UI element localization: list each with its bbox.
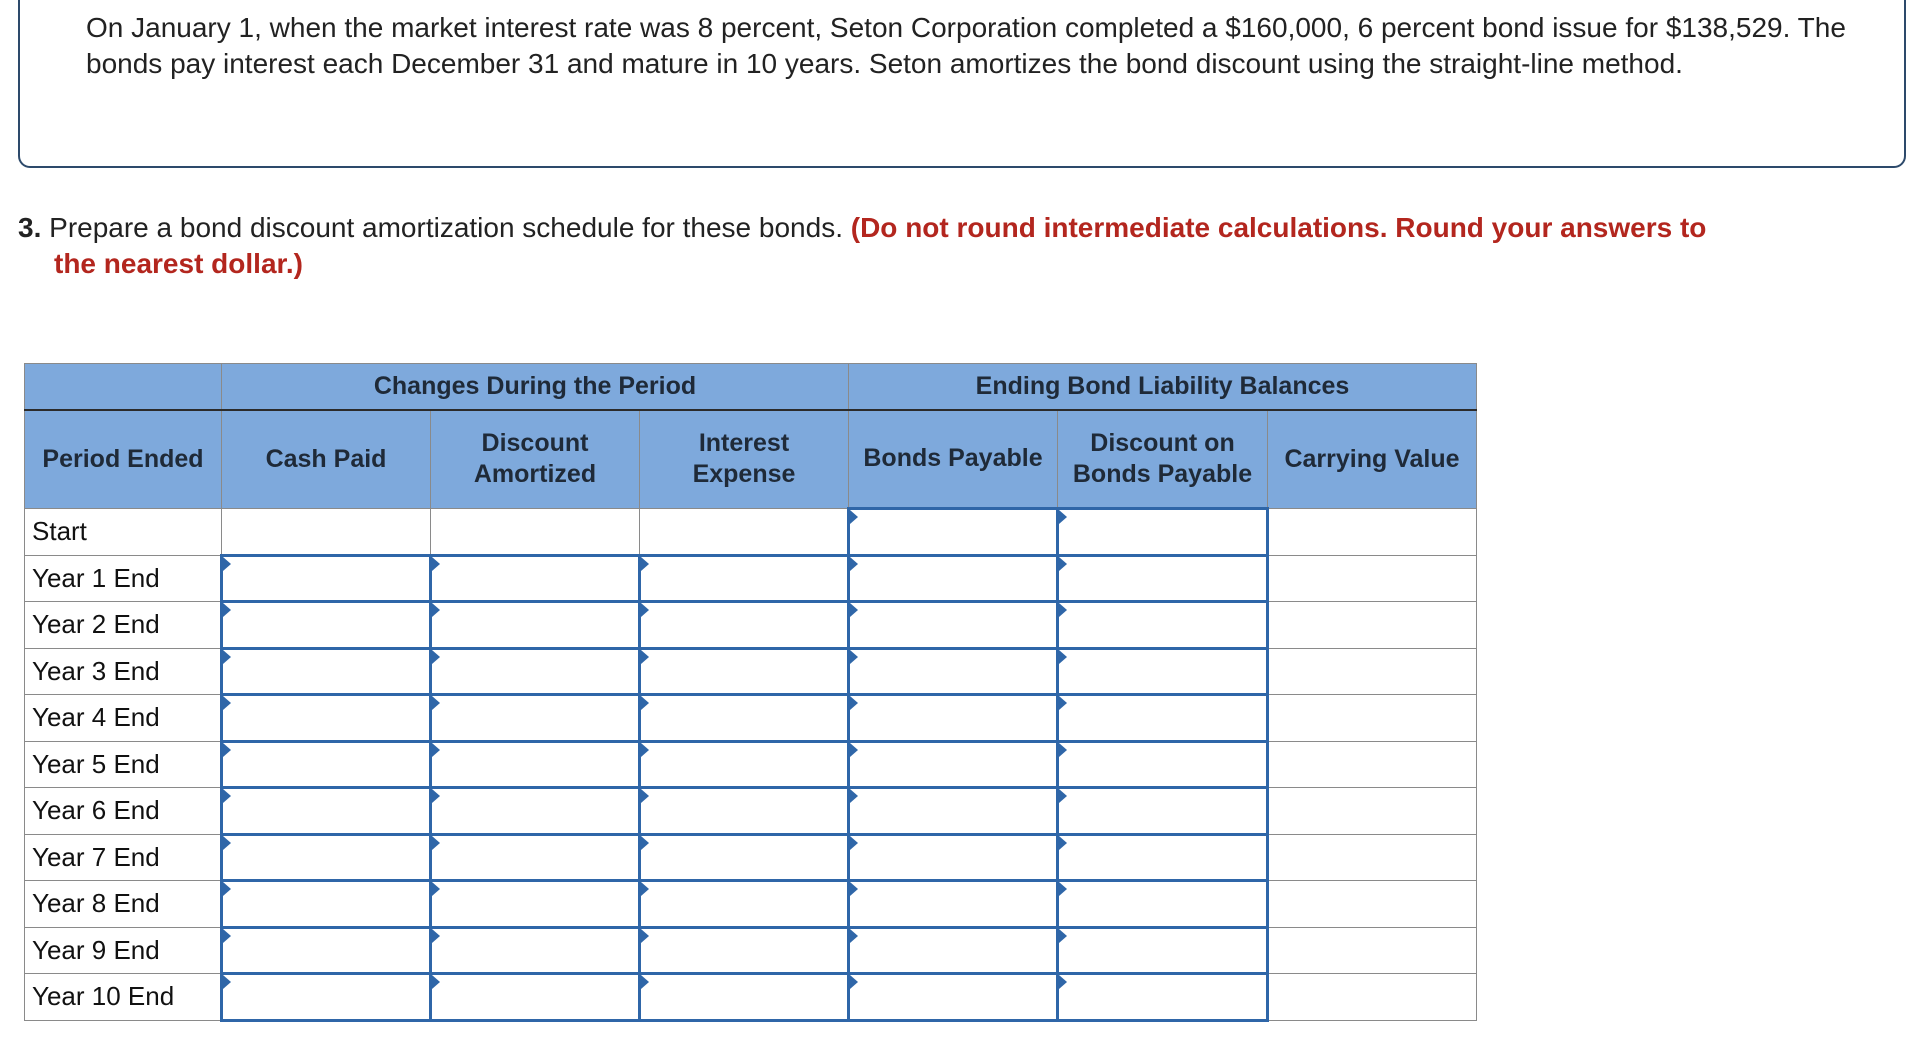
interest-expense-input[interactable] xyxy=(641,696,847,740)
discount-on-bp-input-cell[interactable] xyxy=(1058,648,1268,695)
table-row xyxy=(25,741,1477,788)
period-label: Year 2 End xyxy=(25,602,222,649)
bonds-payable-input[interactable] xyxy=(850,789,1056,833)
group-header-changes: Changes During the Period xyxy=(222,364,849,410)
discount-on-bp-input-cell[interactable] xyxy=(1058,695,1268,742)
discount-on-bp-input-cell[interactable] xyxy=(1058,555,1268,602)
interest-expense-input-cell[interactable] xyxy=(640,927,849,974)
bonds-payable-input-cell[interactable] xyxy=(849,788,1058,835)
bonds-payable-input[interactable] xyxy=(850,882,1056,926)
discount-amortized-input-cell[interactable] xyxy=(431,555,640,602)
cash-paid-input-cell[interactable] xyxy=(222,602,431,649)
discount-amortized-input[interactable] xyxy=(432,743,638,787)
interest-expense-input-cell[interactable] xyxy=(640,974,849,1021)
discount-amortized-input-cell[interactable] xyxy=(431,834,640,881)
bonds-payable-input-cell[interactable] xyxy=(849,648,1058,695)
period-label: Year 10 End xyxy=(25,974,222,1021)
cash-paid-input[interactable] xyxy=(223,696,429,740)
interest-expense-input[interactable] xyxy=(641,650,847,694)
discount-amortized-input-cell[interactable] xyxy=(431,788,640,835)
interest-expense-input[interactable] xyxy=(641,975,847,1019)
problem-statement-text: On January 1, when the market interest rate was 8 percent, Seton Corporation completed a $160,000, 6 percent bond issue for $138,529. The bonds pay interest each December 31 and mature in 10 years. Seton amortizes the bond discount using the straight-line method. xyxy=(86,12,1846,79)
column-header-discount-on-bp-line1: Discount on xyxy=(1090,428,1235,457)
interest-expense-input-cell[interactable] xyxy=(640,602,849,649)
carrying-value-cell xyxy=(1268,974,1477,1021)
discount-on-bp-input-cell[interactable] xyxy=(1058,834,1268,881)
cash-paid-input[interactable] xyxy=(223,650,429,694)
cash-paid-input-cell[interactable] xyxy=(222,695,431,742)
discount-on-bp-input[interactable] xyxy=(1059,696,1266,740)
column-header-discount-on-bonds-payable xyxy=(1058,410,1268,509)
cash-paid-input[interactable] xyxy=(223,789,429,833)
bonds-payable-input-cell[interactable] xyxy=(849,834,1058,881)
cash-paid-input-cell[interactable] xyxy=(222,834,431,881)
carrying-value-cell xyxy=(1268,741,1477,788)
discount-amortized-input-cell[interactable] xyxy=(431,741,640,788)
column-header-interest-expense-line2: Expense xyxy=(692,460,796,489)
column-header-cash-paid: Cash Paid xyxy=(222,410,431,509)
cash-paid-input[interactable] xyxy=(223,882,429,926)
group-header-empty xyxy=(25,364,222,410)
discount-on-bp-input-cell[interactable] xyxy=(1058,602,1268,649)
bonds-payable-input[interactable] xyxy=(850,696,1056,740)
interest-expense-input-cell[interactable] xyxy=(640,741,849,788)
discount-on-bp-input[interactable] xyxy=(1059,975,1266,1019)
interest-expense-input-cell[interactable] xyxy=(640,555,849,602)
cash-paid-input-cell[interactable] xyxy=(222,927,431,974)
discount-on-bp-input[interactable] xyxy=(1059,557,1266,601)
carrying-value-cell xyxy=(1268,834,1477,881)
discount-amortized-input[interactable] xyxy=(432,650,638,694)
discount-amortized-input[interactable] xyxy=(432,789,638,833)
discount-amortized-input-cell[interactable] xyxy=(431,927,640,974)
table-row xyxy=(25,974,1477,1021)
bonds-payable-input-cell[interactable] xyxy=(849,695,1058,742)
discount-on-bp-input[interactable] xyxy=(1059,882,1266,926)
question-text: Prepare a bond discount amortization schedule for these bonds. xyxy=(49,212,843,243)
cash-paid-input[interactable] xyxy=(223,929,429,973)
table-row xyxy=(25,695,1477,742)
discount-on-bp-input-cell[interactable] xyxy=(1058,881,1268,928)
interest-expense-input[interactable] xyxy=(641,882,847,926)
bonds-payable-input[interactable] xyxy=(850,650,1056,694)
discount-on-bp-input-cell[interactable] xyxy=(1058,741,1268,788)
question-instruction-2: the nearest dollar.) xyxy=(54,248,303,279)
discount-amortized-input[interactable] xyxy=(432,836,638,880)
table-row xyxy=(25,881,1477,928)
cash-paid-input-cell[interactable] xyxy=(222,648,431,695)
period-label: Year 5 End xyxy=(25,741,222,788)
discount-on-bp-input-cell[interactable] xyxy=(1058,788,1268,835)
discount-amortized-input-cell[interactable] xyxy=(431,695,640,742)
interest-expense-input[interactable] xyxy=(641,743,847,787)
schedule-body xyxy=(25,509,1477,1021)
discount-on-bp-input[interactable] xyxy=(1059,603,1266,647)
discount-amortized-input-cell[interactable] xyxy=(431,602,640,649)
cash-paid-input[interactable] xyxy=(223,603,429,647)
bonds-payable-input[interactable] xyxy=(850,929,1056,973)
discount-on-bp-input[interactable] xyxy=(1059,743,1266,787)
discount-on-bp-input[interactable] xyxy=(1059,789,1266,833)
column-header-carrying-value: Carrying Value xyxy=(1268,410,1477,509)
period-label: Year 9 End xyxy=(25,927,222,974)
table-row xyxy=(25,509,1477,556)
carrying-value-cell xyxy=(1268,881,1477,928)
bonds-payable-input-cell[interactable] xyxy=(849,741,1058,788)
discount-on-bp-input[interactable] xyxy=(1059,510,1266,554)
bonds-payable-input[interactable] xyxy=(850,975,1056,1019)
bonds-payable-input-cell[interactable] xyxy=(849,974,1058,1021)
column-header-discount-amortized-line1: Discount xyxy=(481,429,589,458)
cash-paid-input-cell[interactable] xyxy=(222,788,431,835)
period-label: Year 7 End xyxy=(25,834,222,881)
carrying-value-cell xyxy=(1268,695,1477,742)
bonds-payable-input-cell[interactable] xyxy=(849,509,1058,556)
interest-expense-input-cell[interactable] xyxy=(640,788,849,835)
cash-paid-input[interactable] xyxy=(223,743,429,787)
column-header-discount-amortized-line2: Amortized xyxy=(473,460,597,489)
cash-paid-input[interactable] xyxy=(223,557,429,601)
period-label: Year 1 End xyxy=(25,555,222,602)
discount-amortized-cell xyxy=(431,509,640,556)
period-label: Year 3 End xyxy=(25,648,222,695)
cash-paid-input-cell[interactable] xyxy=(222,741,431,788)
bonds-payable-input-cell[interactable] xyxy=(849,555,1058,602)
bonds-payable-input-cell[interactable] xyxy=(849,602,1058,649)
discount-on-bp-input[interactable] xyxy=(1059,836,1266,880)
carrying-value-cell xyxy=(1268,555,1477,602)
question-prompt xyxy=(18,210,1898,282)
cash-paid-input-cell[interactable] xyxy=(222,555,431,602)
interest-expense-input-cell[interactable] xyxy=(640,881,849,928)
discount-amortized-input[interactable] xyxy=(432,603,638,647)
question-instruction-1: (Do not round intermediate calculations. Round your answers to xyxy=(850,212,1707,243)
bonds-payable-input[interactable] xyxy=(850,510,1056,554)
table-row xyxy=(25,927,1477,974)
cash-paid-input[interactable] xyxy=(223,975,429,1019)
carrying-value-cell xyxy=(1268,602,1477,649)
discount-amortized-input[interactable] xyxy=(432,882,638,926)
table-row xyxy=(25,648,1477,695)
bonds-payable-input[interactable] xyxy=(850,557,1056,601)
discount-amortized-input[interactable] xyxy=(432,696,638,740)
column-header-period-ended: Period Ended xyxy=(25,410,222,509)
discount-on-bp-input-cell[interactable] xyxy=(1058,974,1268,1021)
interest-expense-input-cell[interactable] xyxy=(640,834,849,881)
table-row xyxy=(25,788,1477,835)
cash-paid-input-cell[interactable] xyxy=(222,974,431,1021)
discount-amortized-input-cell[interactable] xyxy=(431,974,640,1021)
bonds-payable-input[interactable] xyxy=(850,836,1056,880)
carrying-value-cell xyxy=(1268,648,1477,695)
amortization-schedule-table xyxy=(24,363,1477,1022)
group-header-ending-balances: Ending Bond Liability Balances xyxy=(849,364,1477,410)
cash-paid-input[interactable] xyxy=(223,836,429,880)
period-label: Start xyxy=(25,509,222,556)
question-number: 3. xyxy=(18,212,42,243)
period-label: Year 8 End xyxy=(25,881,222,928)
carrying-value-cell xyxy=(1268,788,1477,835)
column-header-discount-on-bp-line2: Bonds Payable xyxy=(1072,459,1253,488)
bonds-payable-input[interactable] xyxy=(850,743,1056,787)
discount-on-bp-input[interactable] xyxy=(1059,650,1266,694)
carrying-value-cell xyxy=(1268,927,1477,974)
column-header-row xyxy=(25,410,1477,509)
column-header-interest-expense-line1: Interest xyxy=(698,429,790,458)
discount-amortized-input[interactable] xyxy=(432,975,638,1019)
interest-expense-cell xyxy=(640,509,849,556)
interest-expense-input[interactable] xyxy=(641,557,847,601)
interest-expense-input[interactable] xyxy=(641,929,847,973)
interest-expense-input[interactable] xyxy=(641,603,847,647)
discount-on-bp-input-cell[interactable] xyxy=(1058,927,1268,974)
period-label: Year 4 End xyxy=(25,695,222,742)
discount-on-bp-input[interactable] xyxy=(1059,929,1266,973)
bonds-payable-input[interactable] xyxy=(850,603,1056,647)
table-row xyxy=(25,602,1477,649)
discount-amortized-input-cell[interactable] xyxy=(431,881,640,928)
bonds-payable-input-cell[interactable] xyxy=(849,927,1058,974)
interest-expense-input-cell[interactable] xyxy=(640,648,849,695)
group-header-row xyxy=(25,364,1477,410)
cash-paid-cell xyxy=(222,509,431,556)
carrying-value-cell xyxy=(1268,509,1477,556)
column-header-bonds-payable: Bonds Payable xyxy=(849,410,1058,509)
table-row xyxy=(25,834,1477,881)
discount-on-bp-input-cell[interactable] xyxy=(1058,509,1268,556)
cash-paid-input-cell[interactable] xyxy=(222,881,431,928)
interest-expense-input[interactable] xyxy=(641,836,847,880)
discount-amortized-input[interactable] xyxy=(432,929,638,973)
discount-amortized-input-cell[interactable] xyxy=(431,648,640,695)
bonds-payable-input-cell[interactable] xyxy=(849,881,1058,928)
period-label: Year 6 End xyxy=(25,788,222,835)
column-header-interest-expense xyxy=(640,410,849,509)
interest-expense-input-cell[interactable] xyxy=(640,695,849,742)
discount-amortized-input[interactable] xyxy=(432,557,638,601)
column-header-discount-amortized xyxy=(431,410,640,509)
interest-expense-input[interactable] xyxy=(641,789,847,833)
table-row xyxy=(25,555,1477,602)
